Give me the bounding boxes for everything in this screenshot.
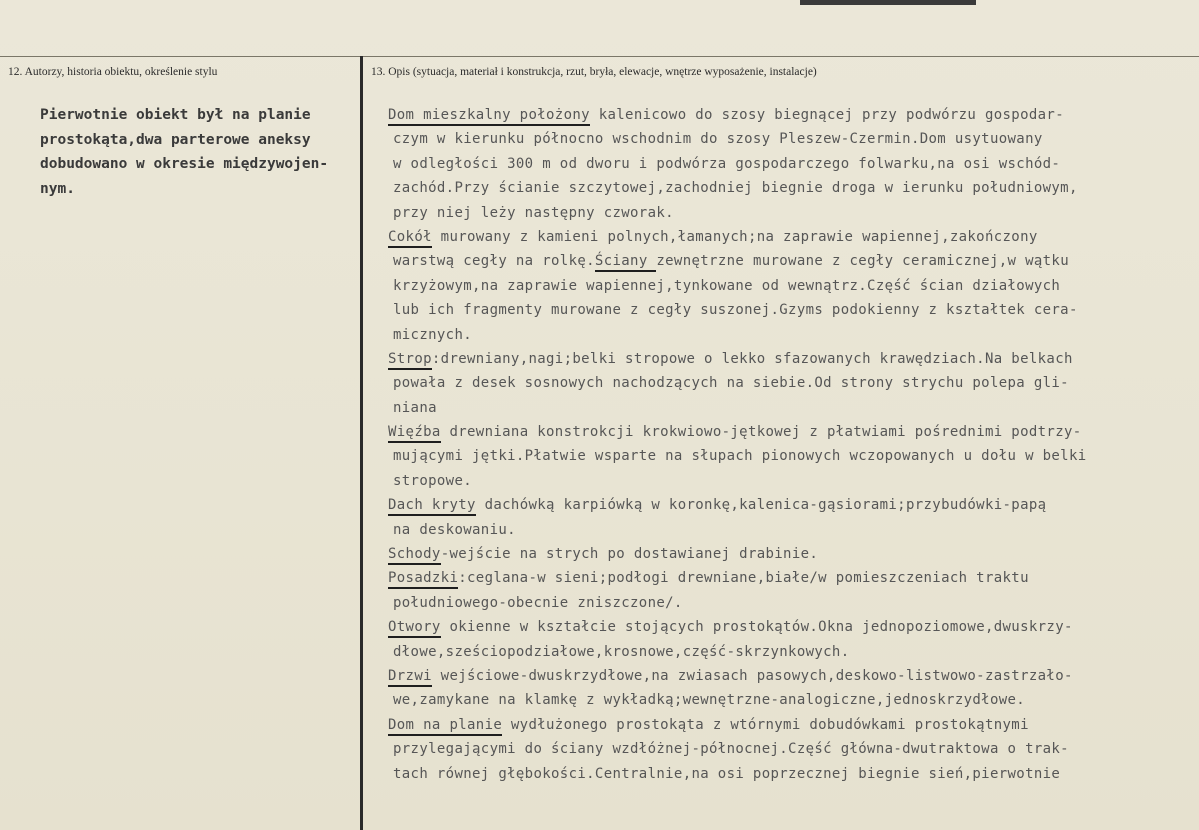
line-text: :ceglana-w sieni;podłogi drewniane,białe/w pomieszczeniach traktu bbox=[458, 570, 1029, 587]
line-text: zewnętrzne murowane z cegły ceramicznej,w wątku bbox=[656, 253, 1069, 270]
description-line bbox=[388, 225, 1087, 249]
description-line: południowego-obecnie zniszczone/. bbox=[393, 594, 683, 611]
description-line: we,zamykane na klamkę z wykładką;wewnętrzne-analogiczne,jednoskrzydłowe. bbox=[393, 692, 1026, 709]
description-line: przy niej leży następny czworak. bbox=[393, 204, 674, 221]
underlined-keyword: Otwory bbox=[388, 619, 441, 638]
left-text-line: Pierwotnie obiekt był na planie bbox=[40, 107, 311, 123]
line-text: :drewniany,nagi;belki stropowe o lekko sfazowanych krawędziach.Na belkach bbox=[431, 350, 1073, 367]
line-text: -wejście na strych po dostawianej drabinie. bbox=[440, 546, 819, 563]
authors-history-text bbox=[40, 103, 328, 201]
description-line bbox=[388, 347, 1087, 371]
description-line: krzyżowym,na zaprawie wapiennej,tynkowane od wewnątrz.Część ścian działowych bbox=[393, 277, 1061, 294]
left-text-line: dobudowano w okresie międzywojen- bbox=[40, 156, 329, 172]
description-line bbox=[388, 566, 1087, 590]
description-line: lub ich fragmenty murowane z cegły suszonej.Gzyms podokienny z kształtek cera- bbox=[393, 302, 1078, 319]
description-line: dłowe,sześciopodziałowe,krosnowe,część-skrzynkowych. bbox=[393, 643, 850, 660]
description-line: zachód.Przy ścianie szczytowej,zachodniej biegnie droga w ierunku południowym, bbox=[393, 180, 1078, 197]
description-line bbox=[388, 493, 1087, 517]
underlined-keyword: Posadzki bbox=[388, 570, 458, 589]
underlined-keyword: Dom na planie bbox=[388, 717, 502, 736]
line-text: wydłużonego prostokąta z wtórnymi dobudówkami prostokątnymi bbox=[502, 716, 1029, 733]
line-text: okienne w kształcie stojących prostokątów.Okna jednopoziomowe,dwuskrzy- bbox=[440, 619, 1073, 636]
section-13-heading: 13. Opis (sytuacja, materiał i konstrukcja, rzut, bryła, elewacje, wnętrze wyposażenie, instalacje) bbox=[371, 66, 817, 78]
description-line: czym w kierunku północno wschodnim do szosy Pleszew-Czermin.Dom usytuowany bbox=[393, 131, 1043, 148]
left-text-line: nym. bbox=[40, 180, 75, 197]
line-text: kalenicowo do szosy biegnącej przy podwórzu gospodar- bbox=[589, 107, 1064, 123]
description-line bbox=[388, 542, 1087, 566]
underlined-keyword: Dom mieszkalny położony bbox=[388, 107, 590, 126]
description-line bbox=[388, 420, 1087, 444]
description-line bbox=[388, 249, 1087, 273]
description-line: stropowe. bbox=[393, 472, 473, 489]
description-line: mującymi jętki.Płatwie wsparte na słupach pionowych wczopowanych u dołu w belki bbox=[393, 448, 1087, 465]
section-12-heading: 12. Autorzy, historia obiektu, określenie stylu bbox=[8, 66, 218, 78]
description-line bbox=[388, 664, 1087, 688]
header-divider bbox=[0, 56, 1199, 57]
underlined-keyword: Dach kryty bbox=[388, 497, 476, 516]
line-text: murowany z kamieni polnych,łamanych;na zaprawie wapiennej,zakończony bbox=[431, 228, 1038, 245]
description-line: powała z desek sosnowych nachodzących na siebie.Od strony strychu polepa gli- bbox=[393, 375, 1069, 392]
line-text: wejściowe-dwuskrzydłowe,na zwiasach pasowych,deskowo-listwowo-zastrzało- bbox=[431, 667, 1073, 684]
description-line: micznych. bbox=[393, 326, 473, 343]
description-line: w odległości 300 m od dworu i podwórza gospodarczego folwarku,na osi wschód- bbox=[393, 155, 1061, 172]
column-divider bbox=[360, 56, 363, 830]
top-edge-mark bbox=[800, 0, 976, 5]
description-line: tach równej głębokości.Centralnie,na osi poprzecznej biegnie sień,pierwotnie bbox=[393, 765, 1061, 782]
description-line bbox=[388, 103, 1087, 127]
underlined-keyword: Ściany bbox=[595, 253, 656, 272]
left-text-line: prostokąta,dwa parterowe aneksy bbox=[40, 131, 311, 148]
underlined-keyword: Cokół bbox=[388, 229, 432, 248]
underlined-keyword: Drzwi bbox=[388, 668, 432, 687]
description-line: przylegającymi do ściany wzdłóżnej-północnej.Część główna-dwutraktowa o trak- bbox=[393, 741, 1069, 758]
description-line: niana bbox=[393, 399, 437, 416]
underlined-keyword: Więźba bbox=[388, 424, 441, 443]
line-text: dachówką karpiówką w koronkę,kalenica-gąsiorami;przybudówki-papą bbox=[475, 497, 1047, 514]
description-line bbox=[388, 713, 1087, 737]
description-text bbox=[388, 103, 1087, 786]
line-text: warstwą cegły na rolkę. bbox=[393, 253, 595, 270]
description-line: na deskowaniu. bbox=[393, 521, 516, 538]
underlined-keyword: Schody bbox=[388, 546, 441, 565]
line-text: drewniana konstrokcji krokwiowo-jętkowej z płatwiami pośrednimi podtrzy- bbox=[440, 424, 1082, 441]
underlined-keyword: Strop bbox=[388, 351, 432, 370]
description-line bbox=[388, 615, 1087, 639]
